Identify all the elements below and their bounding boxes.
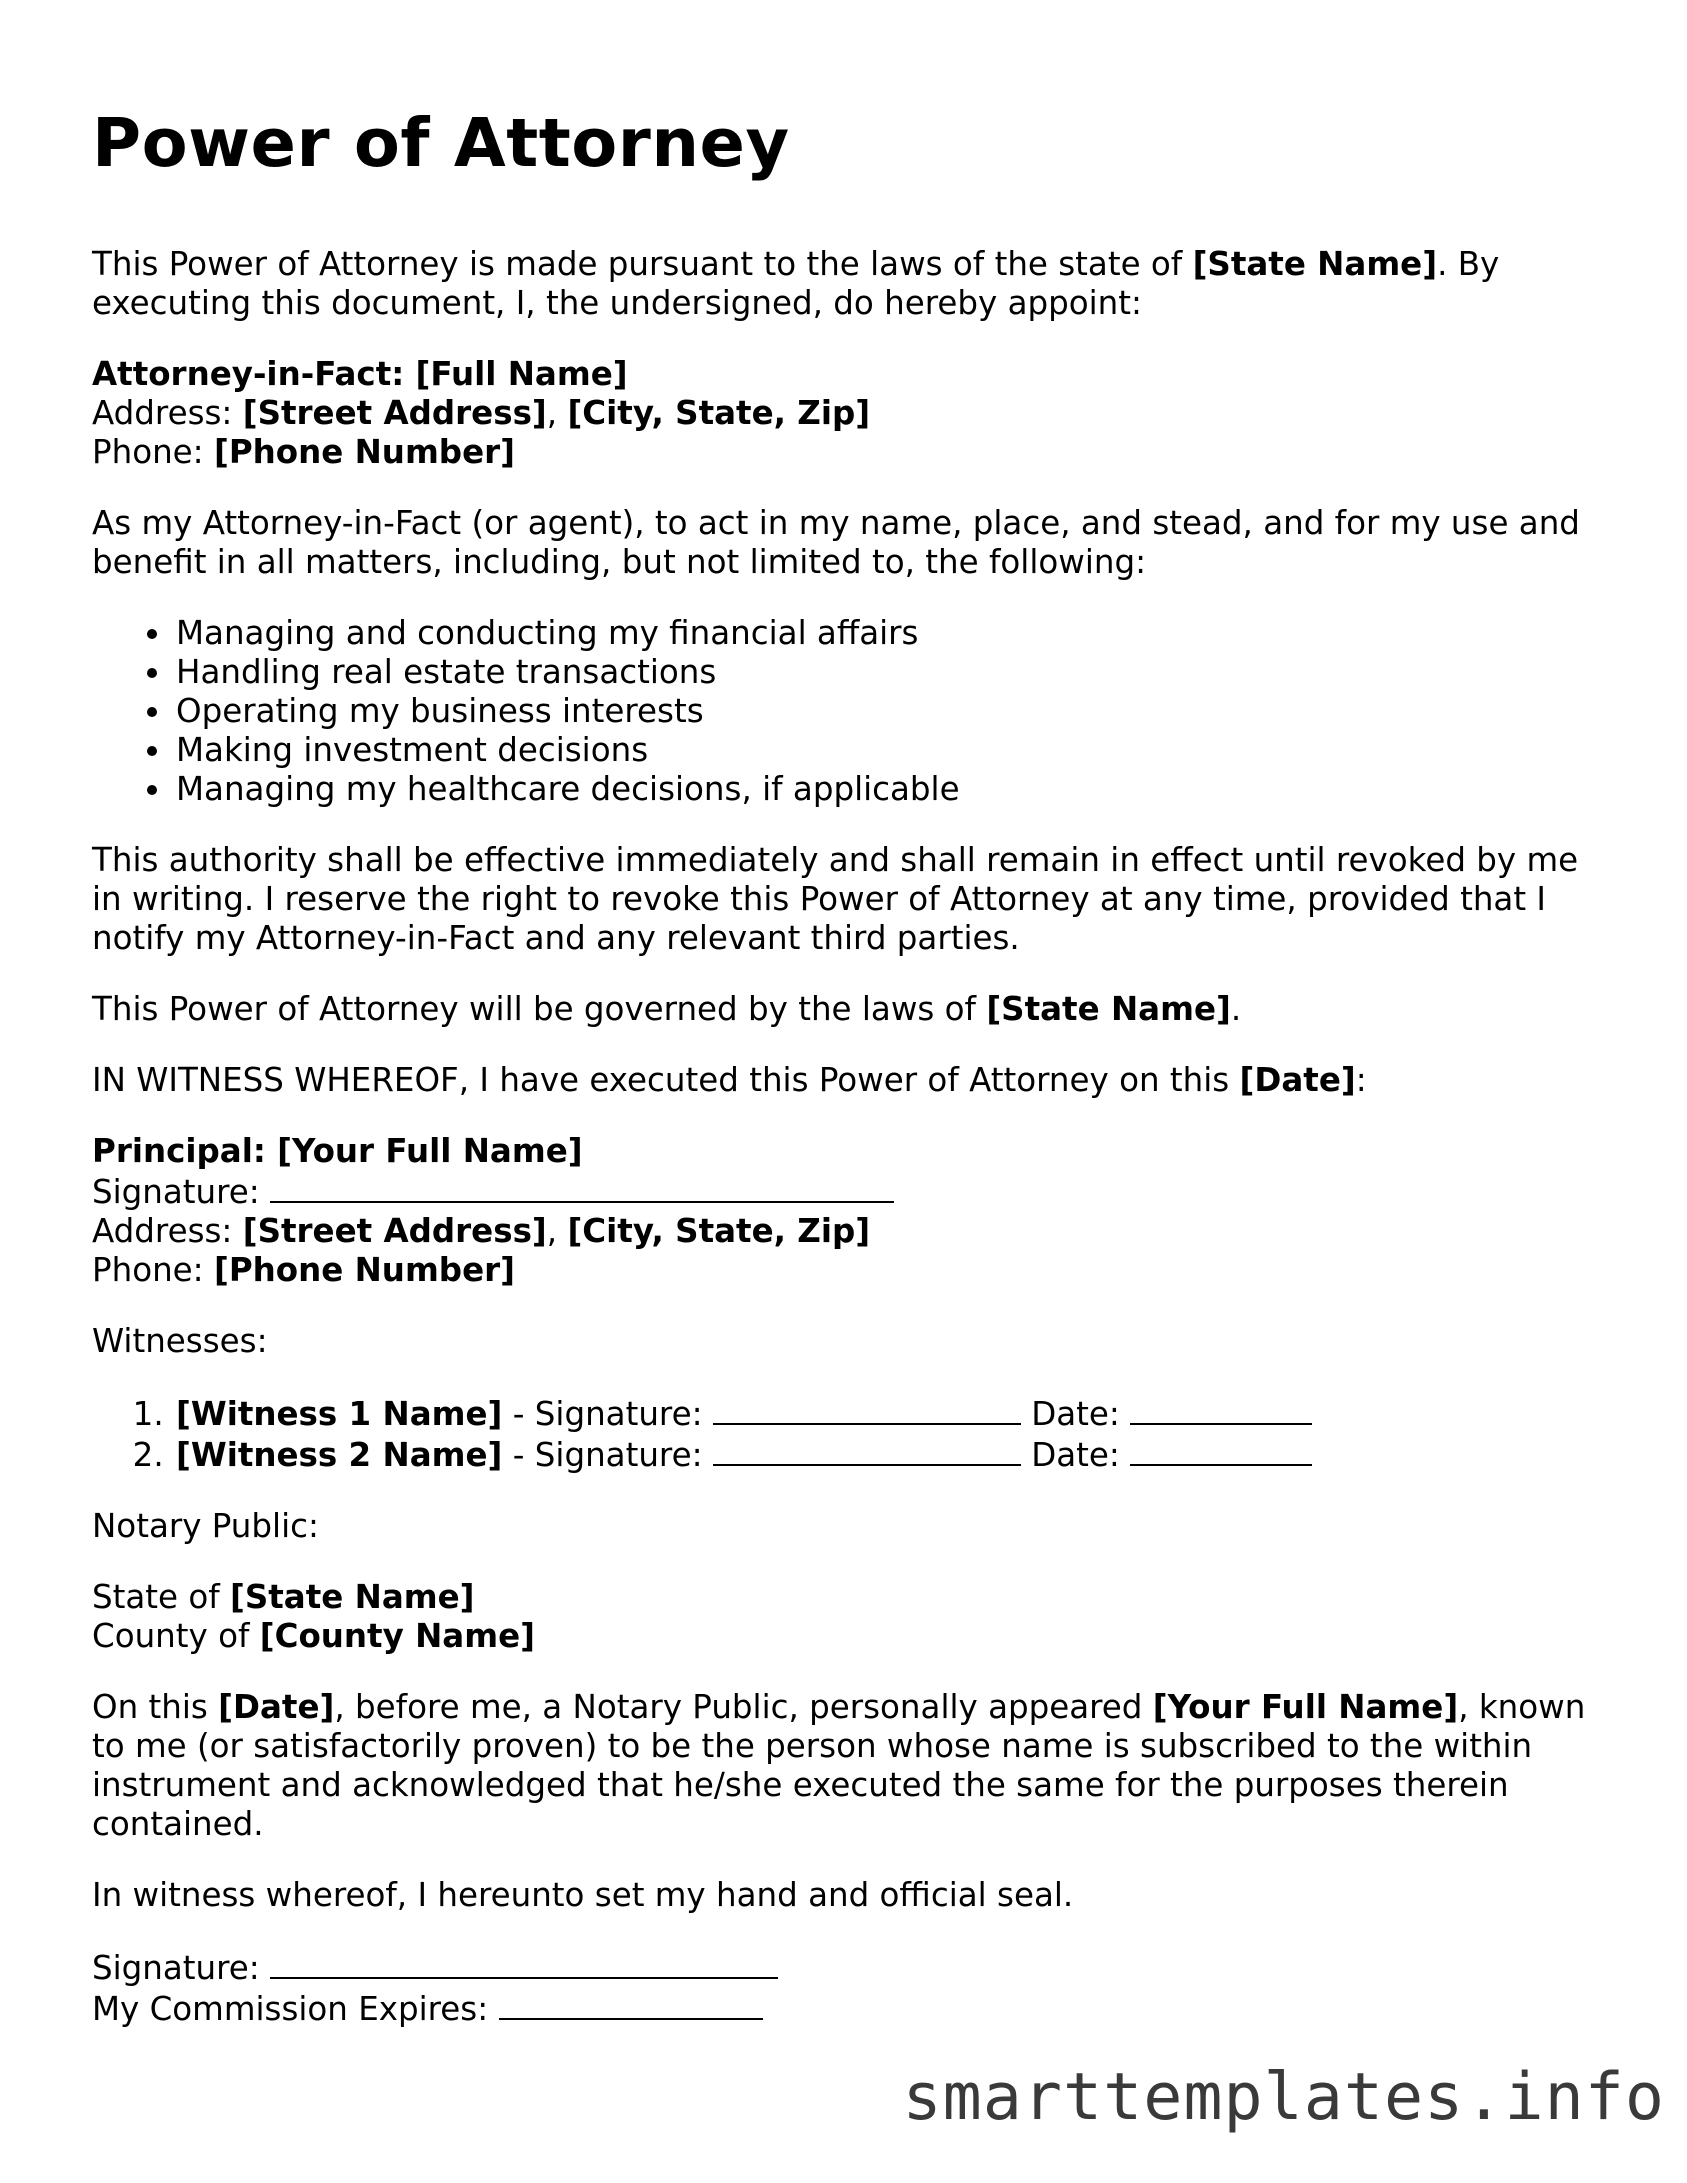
intro-paragraph: This Power of Attorney is made pursuant to the laws of the state of [State Name]. By executing this document, I, the undersigned, do hereby appoint:: [92, 245, 1500, 323]
principal-address: Address: [Street Address], [City, State, Zip]: [92, 1212, 871, 1251]
governed-paragraph: This Power of Attorney will be governed by the laws of [State Name].: [92, 990, 1242, 1029]
attorney-address: Address: [Street Address], [City, State, Zip]: [92, 394, 871, 433]
document-title: Power of Attorney: [92, 104, 790, 182]
notary-signature-line[interactable]: [270, 1947, 778, 1979]
list-item: • Managing my healthcare decisions, if applicable: [174, 770, 1612, 809]
notary-state: State of [State Name]: [92, 1578, 475, 1617]
witnesses-label: Witnesses:: [92, 1322, 268, 1361]
seal-paragraph: In witness whereof, I hereunto set my hand and official seal.: [92, 1876, 1074, 1915]
list-item: • Managing and conducting my financial affairs: [174, 614, 1612, 653]
notary-county: County of [County Name]: [92, 1617, 535, 1656]
list-item: • Making investment decisions: [174, 731, 1612, 770]
witness-row: 2. [Witness 2 Name] - Signature: Date:: [174, 1434, 1612, 1475]
notary-signature-block: [92, 1947, 1612, 2029]
watermark: smarttemplates.info: [902, 2060, 1665, 2135]
principal-phone: Phone: [Phone Number]: [92, 1251, 515, 1290]
list-item: • Operating my business interests: [174, 692, 1612, 731]
witness-date-line[interactable]: [1130, 1393, 1312, 1425]
principal-block: [92, 1132, 1612, 1290]
notary-jurisdiction: [92, 1578, 1612, 1656]
principal-heading: Principal: [Your Full Name]: [92, 1132, 583, 1171]
attorney-heading: Attorney-in-Fact: [Full Name]: [92, 355, 628, 394]
document-page: [92, 100, 1612, 2029]
effective-paragraph: This authority shall be effective immediately and shall remain in effect until revoked by me in writing. I reserve the right to revoke this Power of Attorney at any time, provided that I notify my Attorney-in-Fact and any relevant third parties.: [92, 841, 1579, 958]
principal-signature: Signature:: [92, 1171, 1612, 1212]
notary-label: Notary Public:: [92, 1507, 319, 1546]
commission-expires: My Commission Expires:: [92, 1988, 1612, 2029]
witnesses-list: [92, 1393, 1612, 1475]
attorney-block: [92, 355, 1612, 472]
list-item: • Handling real estate transactions: [174, 653, 1612, 692]
commission-expires-line[interactable]: [499, 1988, 763, 2020]
powers-list: [92, 614, 1612, 809]
witness-signature-line[interactable]: [713, 1393, 1021, 1425]
attorney-phone: Phone: [Phone Number]: [92, 433, 515, 472]
acknowledgment-paragraph: On this [Date], before me, a Notary Public, personally appeared [Your Full Name], known to me (or satisfactorily proven) to be the person whose name is subscribed to the within instrument and acknowledged that he/she executed the same for the purposes therein contained.: [92, 1688, 1586, 1844]
witness-signature-line[interactable]: [713, 1434, 1021, 1466]
witness-date-line[interactable]: [1130, 1434, 1312, 1466]
witness-row: 1. [Witness 1 Name] - Signature: Date:: [174, 1393, 1612, 1434]
notary-signature: Signature:: [92, 1947, 1612, 1988]
state-placeholder: [State Name]: [1192, 245, 1438, 284]
witness-whereof-paragraph: IN WITNESS WHEREOF, I have executed this Power of Attorney on this [Date]:: [92, 1061, 1367, 1100]
principal-signature-line[interactable]: [270, 1171, 894, 1203]
scope-paragraph: As my Attorney-in-Fact (or agent), to act in my name, place, and stead, and for my use and benefit in all matters, including, but not limited to, the following:: [92, 504, 1580, 582]
